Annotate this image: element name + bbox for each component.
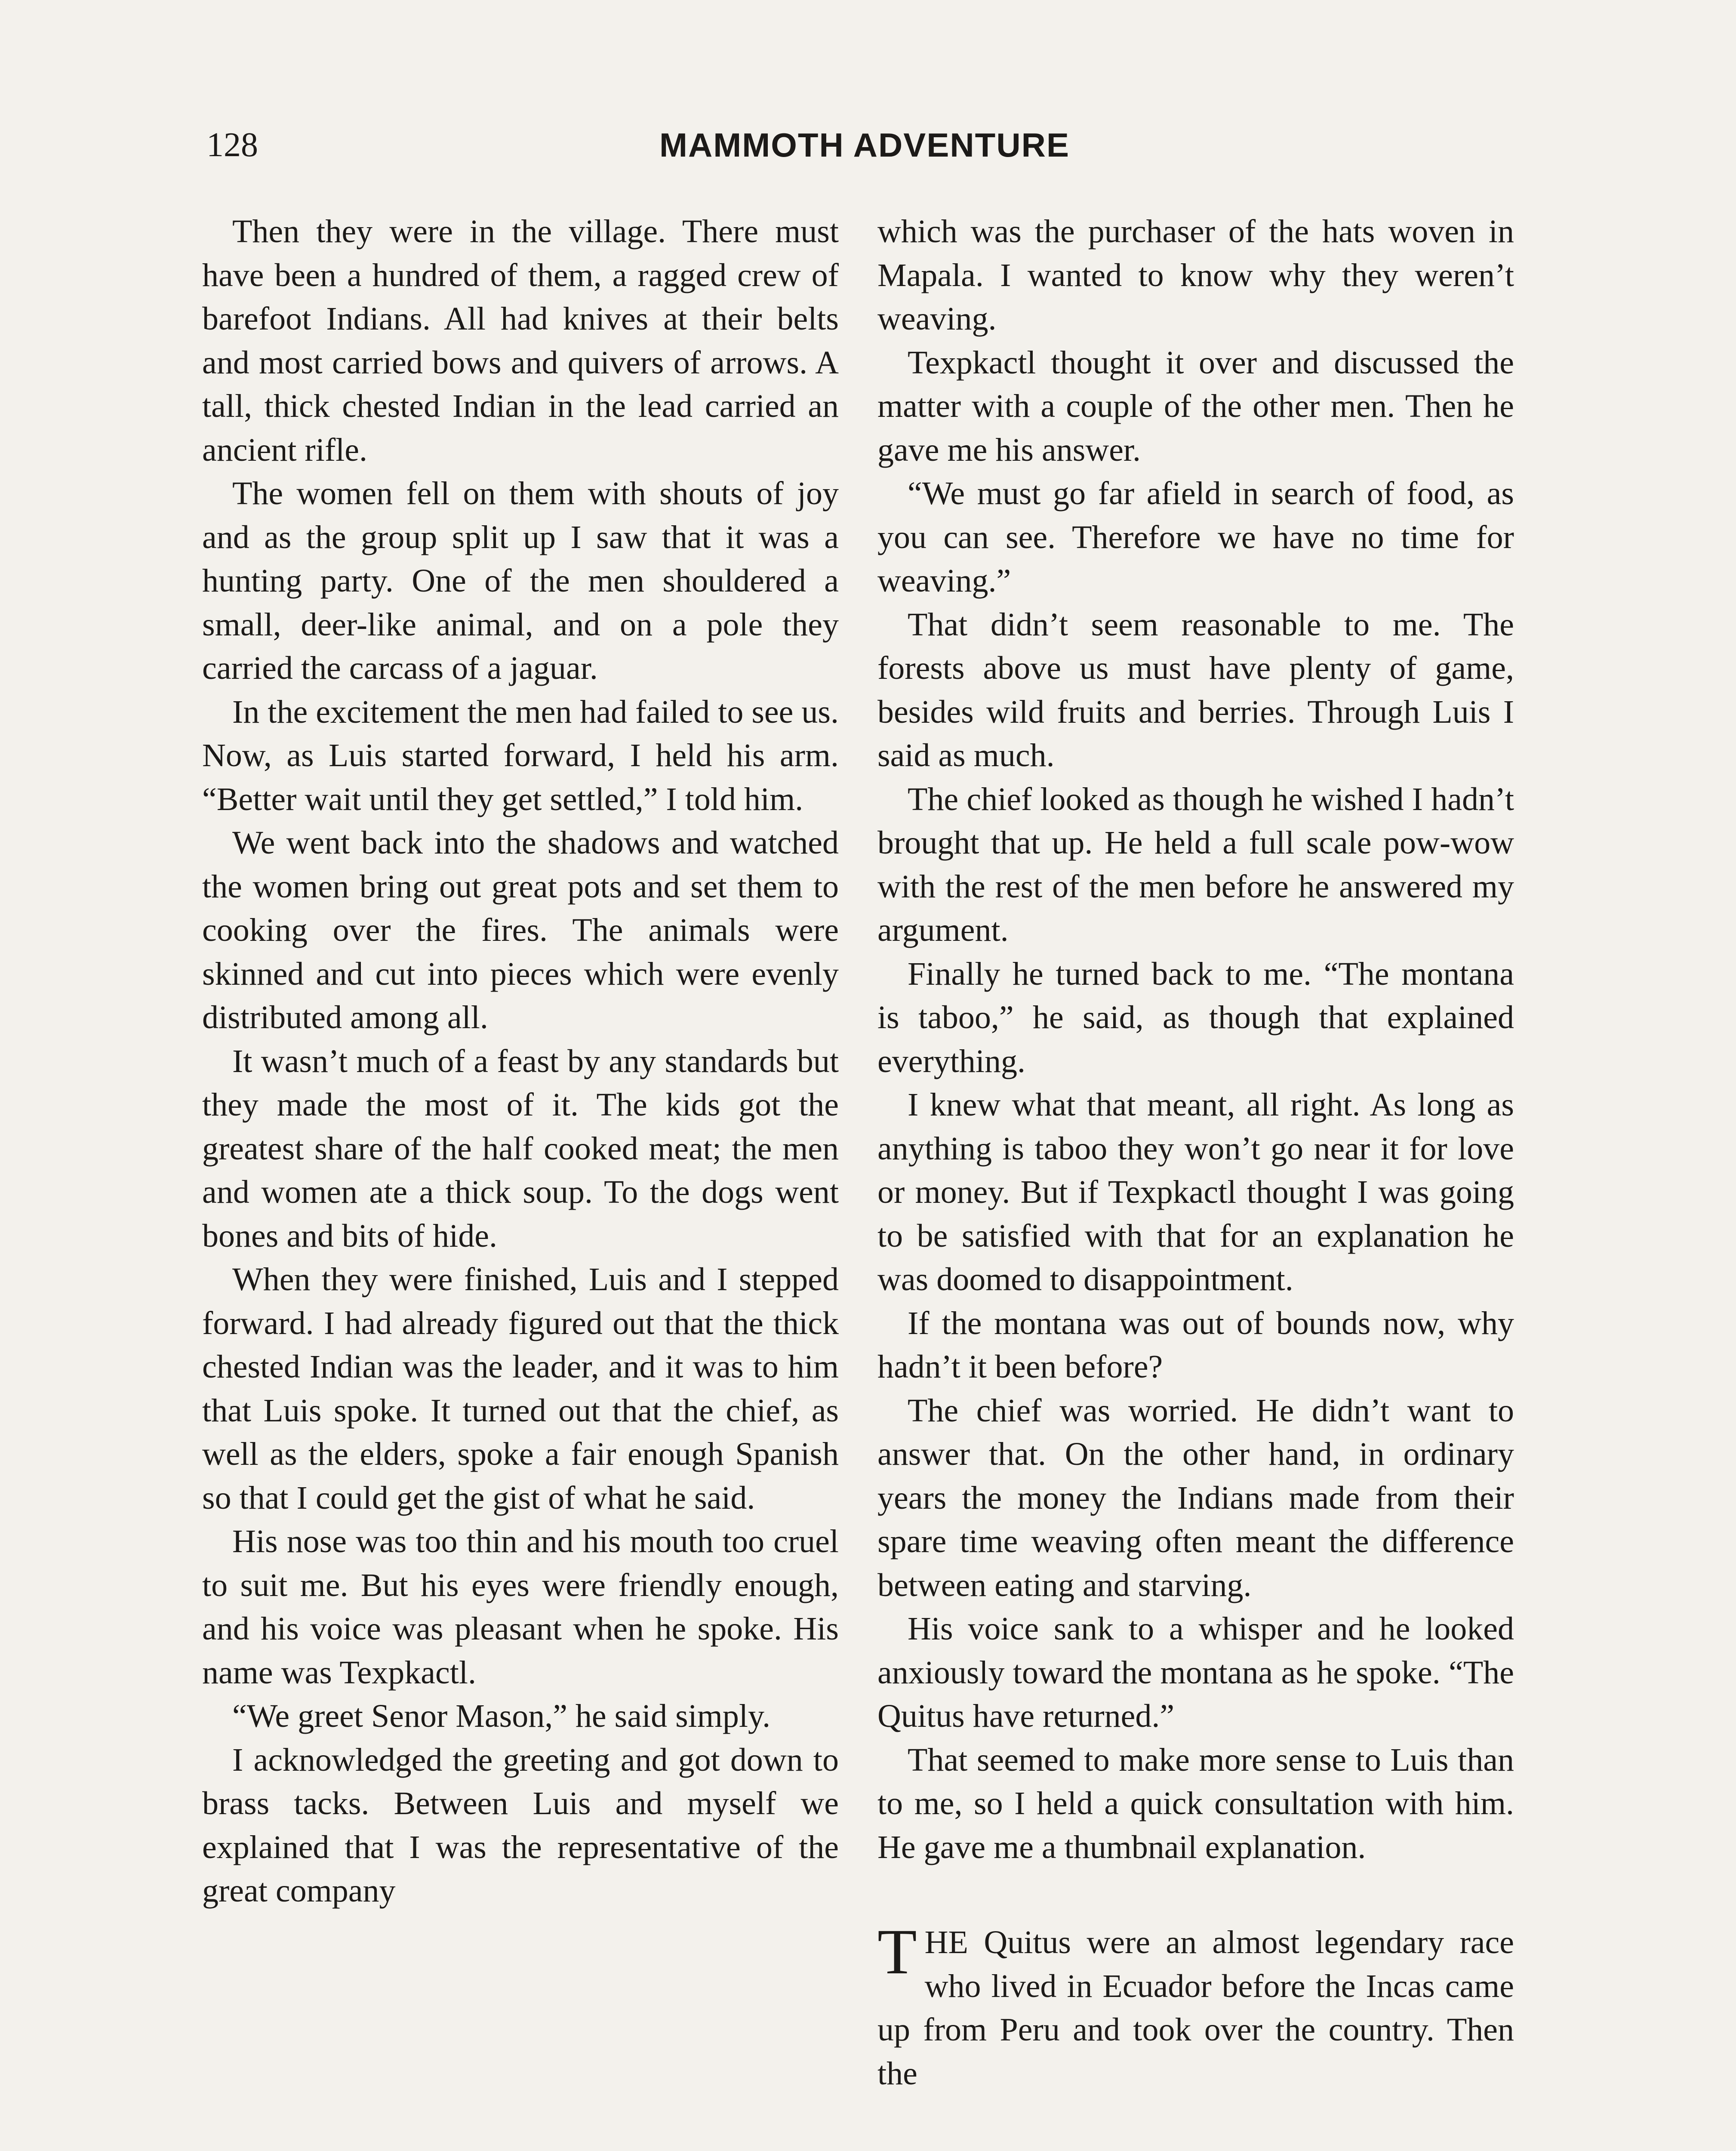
paragraph: That seemed to make more sense to Luis than to me, so I held a quick consultation with him. He gave me a thumbnail explanation. <box>877 1741 1514 1865</box>
left-column <box>202 210 839 1913</box>
section-opening-paragraph <box>877 1916 1514 2096</box>
page-header <box>206 121 1523 169</box>
section-break <box>877 1869 1514 1921</box>
paragraph: It wasn’t much of a feast by any standards but they made the most of it. The kids got the greatest share of the half cooked meat; the men and women ate a thick soup. To the dogs went bones and bits of hide. <box>202 1043 839 1254</box>
running-title: MAMMOTH ADVENTURE <box>659 126 1070 164</box>
paragraph: If the montana was out of bounds now, why hadn’t it been before? <box>877 1305 1514 1385</box>
paragraph: Finally he turned back to me. “The montana is taboo,” he said, as though that explained everything. <box>877 955 1514 1079</box>
section-text: HE Quitus were an almost legendary race who lived in Ecuador before the Incas came up from Peru and took over the country. Then the <box>877 1924 1514 2092</box>
paragraph: I acknowledged the greeting and got down to brass tacks. Between Luis and myself we explained that I was the representative of the great company <box>202 1741 839 1909</box>
paragraph: which was the purchaser of the hats woven in Mapala. I wanted to know why they weren’t weaving. <box>877 213 1514 337</box>
paragraph: His nose was too thin and his mouth too cruel to suit me. But his eyes were friendly enough, and his voice was pleasant when he spoke. His name was Texpkactl. <box>202 1523 839 1691</box>
paragraph: When they were finished, Luis and I stepped forward. I had already figured out that the thick chested Indian was the leader, and it was to him that Luis spoke. It turned out that the chief, as well as the elders, spoke a fair enough Spanish so that I could get the gist of what he said. <box>202 1261 839 1516</box>
paragraph: His voice sank to a whisper and he looked anxiously toward the montana as he spoke. “The Quitus have returned.” <box>877 1611 1514 1734</box>
paragraph: “We greet Senor Mason,” he said simply. <box>232 1698 771 1734</box>
paragraph: “We must go far afield in search of food, as you can see. Therefore we have no time for weaving.” <box>877 475 1514 599</box>
paragraph: The women fell on them with shouts of joy and as the group split up I saw that it was a hunting party. One of the men shouldered a small, deer-like animal, and on a pole they carried the carcass of a jaguar. <box>202 475 839 686</box>
paragraph: That didn’t seem reasonable to me. The forests above us must have plenty of game, besides wild fruits and berries. Through Luis I said as much. <box>877 606 1514 773</box>
paragraph: Texpkactl thought it over and discussed the matter with a couple of the other men. Then he gave me his answer. <box>877 344 1514 468</box>
drop-cap: T <box>877 1916 917 1988</box>
paragraph: In the excitement the men had failed to see us. Now, as Luis started forward, I held his arm. “Better wait until they get settled,” I told him. <box>202 693 839 817</box>
right-column <box>877 210 1514 2096</box>
paragraph: Then they were in the village. There must have been a hundred of them, a ragged crew of barefoot Indians. All had knives at their belts and most carried bows and quivers of arrows. A tall, thick chested Indian in the lead carried an ancient rifle. <box>202 213 839 468</box>
paragraph: The chief looked as though he wished I hadn’t brought that up. He held a full scale pow-wow with the rest of the men before he answered my argument. <box>877 781 1514 948</box>
paragraph: I knew what that meant, all right. As long as anything is taboo they won’t go near it for love or money. But if Texpkactl thought I was going to be satisfied with that for an explanation he was doomed to disappointment. <box>877 1087 1514 1297</box>
paragraph: We went back into the shadows and watched the women bring out great pots and set them to cooking over the fires. The animals were skinned and cut into pieces which were evenly distributed among all. <box>202 825 839 1035</box>
page-number: 128 <box>206 126 258 164</box>
paragraph: The chief was worried. He didn’t want to answer that. On the other hand, in ordinary years the money the Indians made from their spare time weaving often meant the difference between eating and starving. <box>877 1392 1514 1603</box>
